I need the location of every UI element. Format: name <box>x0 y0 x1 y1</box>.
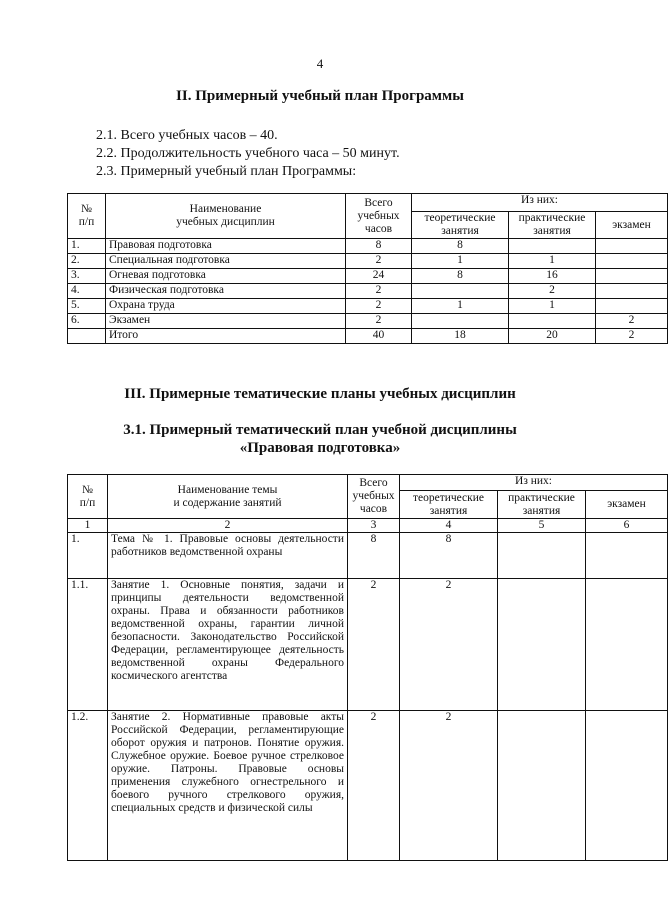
row-exam <box>586 579 668 711</box>
header-theory: теоретические занятия <box>400 491 498 519</box>
header-exam: экзамен <box>596 212 668 239</box>
header-of-them: Из них: <box>400 475 668 491</box>
section-3-title: III. Примерные тематические планы учебных дисциплин <box>124 386 516 402</box>
row-name: Итого <box>106 329 346 344</box>
row-exam <box>596 239 668 254</box>
table-row <box>68 239 668 254</box>
header-total-hours: Всего учебных часов <box>346 194 412 239</box>
table-row <box>68 254 668 269</box>
section-2-title: II. Примерный учебный план Программы <box>176 88 464 104</box>
row-total: 2 <box>346 299 412 314</box>
row-exam: 2 <box>596 329 668 344</box>
column-number-row <box>68 519 668 533</box>
row-practice <box>498 579 586 711</box>
row-theory: 18 <box>412 329 509 344</box>
row-theory: 1 <box>412 299 509 314</box>
col-number: 5 <box>498 519 586 533</box>
row-practice: 1 <box>509 254 596 269</box>
row-practice: 20 <box>509 329 596 344</box>
col-number: 4 <box>400 519 498 533</box>
row-num: 6. <box>68 314 106 329</box>
row-total: 2 <box>346 284 412 299</box>
row-theory: 8 <box>412 239 509 254</box>
curriculum-table <box>67 193 668 344</box>
table-row <box>68 533 668 579</box>
plan-line-3: 2.3. Примерный учебный план Программы: <box>96 164 357 179</box>
row-topic: Занятие 1. Основные понятия, задачи и принципы деятельности ведомственной охраны. Права и обязанности работников ведомственной охраны, гарантии личной безопасности. Законодательство Российской Федерации, регламентирующее деятельность ведомственной охраны Федерального космического агентства <box>108 579 348 711</box>
table-row-total <box>68 329 668 344</box>
row-total: 8 <box>348 533 400 579</box>
table-row <box>68 711 668 861</box>
row-total: 2 <box>348 579 400 711</box>
row-name: Экзамен <box>106 314 346 329</box>
row-name: Охрана труда <box>106 299 346 314</box>
row-num: 1. <box>68 239 106 254</box>
row-num <box>68 329 106 344</box>
header-theory: теоретические занятия <box>412 212 509 239</box>
row-name: Правовая подготовка <box>106 239 346 254</box>
table-row <box>68 579 668 711</box>
page-number: 4 <box>316 56 324 71</box>
table-row <box>68 314 668 329</box>
row-name: Огневая подготовка <box>106 269 346 284</box>
table-row <box>68 269 668 284</box>
row-theory: 8 <box>400 533 498 579</box>
row-topic: Тема № 1. Правовые основы деятельности работников ведомственной охраны <box>108 533 348 579</box>
section-3-1-subject: «Правовая подготовка» <box>239 440 401 456</box>
header-discipline: Наименование учебных дисциплин <box>106 194 346 239</box>
row-total: 2 <box>346 254 412 269</box>
row-num: 3. <box>68 269 106 284</box>
row-practice <box>498 533 586 579</box>
section-3-1-title: 3.1. Примерный тематический план учебной дисциплины <box>123 422 517 438</box>
row-exam <box>596 254 668 269</box>
thematic-plan-table <box>67 474 668 861</box>
row-theory: 2 <box>400 579 498 711</box>
row-total: 2 <box>348 711 400 861</box>
row-practice: 16 <box>509 269 596 284</box>
header-practice: практические занятия <box>509 212 596 239</box>
header-total-hours: Всего учебных часов <box>348 475 400 519</box>
row-theory <box>412 284 509 299</box>
row-name: Специальная подготовка <box>106 254 346 269</box>
col-number: 1 <box>68 519 108 533</box>
row-total: 40 <box>346 329 412 344</box>
table-row <box>68 284 668 299</box>
row-num: 1.1. <box>68 579 108 711</box>
row-exam <box>596 269 668 284</box>
row-exam <box>596 284 668 299</box>
row-theory: 1 <box>412 254 509 269</box>
row-exam <box>586 533 668 579</box>
header-practice: практические занятия <box>498 491 586 519</box>
row-num: 1. <box>68 533 108 579</box>
row-num: 5. <box>68 299 106 314</box>
row-total: 2 <box>346 314 412 329</box>
row-practice: 1 <box>509 299 596 314</box>
row-exam <box>596 299 668 314</box>
row-theory: 8 <box>412 269 509 284</box>
row-exam: 2 <box>596 314 668 329</box>
col-number: 6 <box>586 519 668 533</box>
plan-line-2: 2.2. Продолжительность учебного часа – 50 минут. <box>96 146 400 161</box>
header-of-them: Из них: <box>412 194 668 212</box>
row-num: 4. <box>68 284 106 299</box>
row-num: 2. <box>68 254 106 269</box>
plan-line-1: 2.1. Всего учебных часов – 40. <box>96 128 278 143</box>
row-exam <box>586 711 668 861</box>
row-num: 1.2. <box>68 711 108 861</box>
row-practice: 2 <box>509 284 596 299</box>
header-topic: Наименование темы и содержание занятий <box>108 475 348 519</box>
col-number: 2 <box>108 519 348 533</box>
row-theory: 2 <box>400 711 498 861</box>
row-practice <box>509 314 596 329</box>
row-total: 24 <box>346 269 412 284</box>
row-practice <box>509 239 596 254</box>
row-name: Физическая подготовка <box>106 284 346 299</box>
header-num: № п/п <box>68 194 106 239</box>
col-number: 3 <box>348 519 400 533</box>
header-exam: экзамен <box>586 491 668 519</box>
row-total: 8 <box>346 239 412 254</box>
row-theory <box>412 314 509 329</box>
row-topic: Занятие 2. Нормативные правовые акты Российской Федерации, регламентирующие оборот оружия и патронов. Понятие оружия. Служебное оружие. Боевое ручное стрелковое оружие. Патроны. Правовые основы применения служебного огнестрельного и боевого ручного стрелкового оружия, специальных средств и физической силы <box>108 711 348 861</box>
row-practice <box>498 711 586 861</box>
table-row <box>68 299 668 314</box>
header-num: № п/п <box>68 475 108 519</box>
